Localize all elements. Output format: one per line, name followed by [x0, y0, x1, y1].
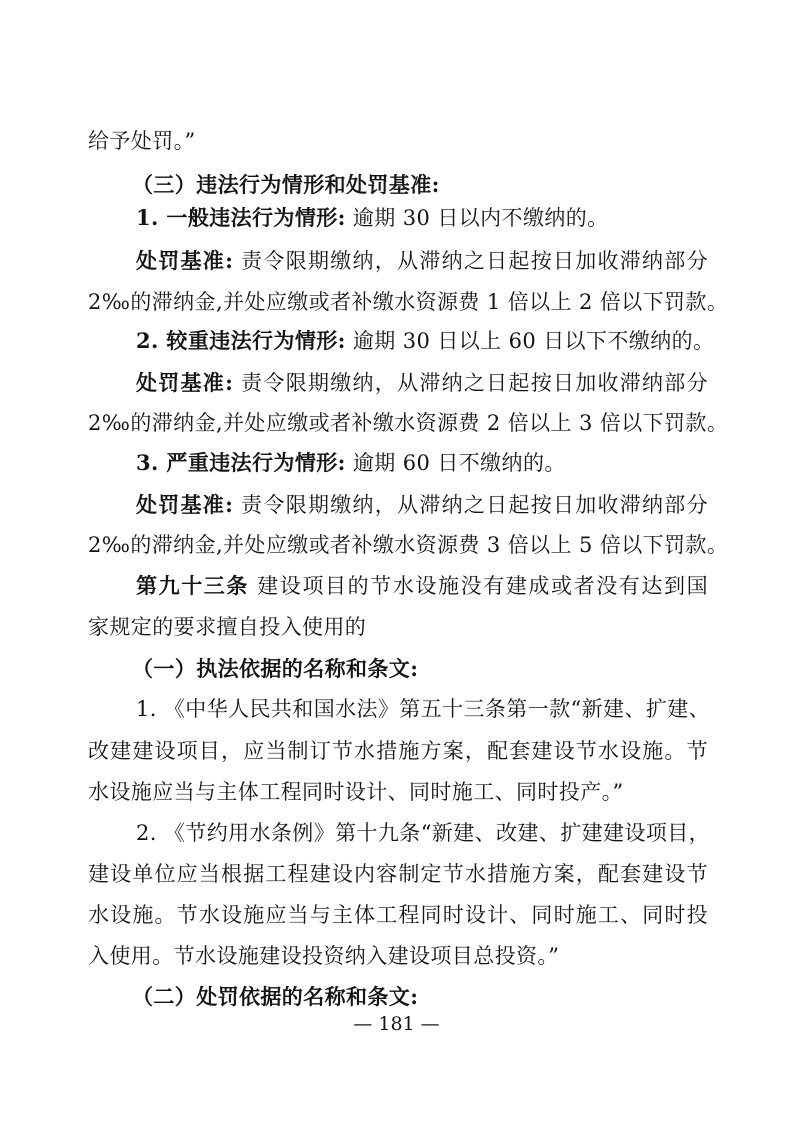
text-line: 入使用。节水设施建设投资纳入建设项目总投资。” [88, 944, 560, 968]
text-line [136, 450, 708, 476]
article-line [136, 573, 708, 599]
text-line: 给予处罚。” [88, 129, 196, 153]
text-line: 水设施应当与主体工程同时设计、同时施工、同时投产。” [88, 780, 624, 804]
text-line [136, 205, 708, 231]
item-label: 处罚基准: [136, 492, 234, 517]
item-text: 逾期 30 日以上 60 日以下不缴纳的。 [345, 329, 715, 353]
text-line: 2‰的滞纳金,并处应缴或者补缴水资源费 1 倍以上 2 倍以下罚款。 [88, 290, 729, 314]
page-number: — 181 — [353, 1013, 440, 1035]
text-line [136, 370, 708, 396]
text-line: 水设施。节水设施应当与主体工程同时设计、同时施工、同时投 [88, 903, 708, 927]
item-text: 责令限期缴纳，从滞纳之日起按日加收滞纳部分 [233, 249, 708, 273]
section-heading: （二）处罚依据的名称和条文: [132, 984, 419, 1009]
item-label: 2. 较重违法行为情形: [136, 328, 346, 353]
item-text: 责令限期缴纳，从滞纳之日起按日加收滞纳部分 [233, 493, 708, 517]
text-line: 2‰的滞纳金,并处应缴或者补缴水资源费 3 倍以上 5 倍以下罚款。 [88, 533, 729, 557]
item-text: 逾期 60 日不缴纳的。 [345, 451, 566, 475]
item-label: 1. 一般违法行为情形: [136, 205, 346, 230]
section-heading: （一）执法依据的名称和条文: [132, 656, 419, 681]
item-label: 处罚基准: [136, 370, 234, 395]
text-line: 家规定的要求擅自投入使用的 [88, 615, 367, 639]
text-line [136, 492, 708, 518]
item-label: 处罚基准: [136, 248, 234, 273]
item-text: 责令限期缴纳，从滞纳之日起按日加收滞纳部分 [233, 371, 708, 395]
text-line: 1. 《中华人民共和国水法》第五十三条第一款“新建、扩建、 [136, 697, 711, 721]
text-line [136, 328, 715, 354]
article-text: 建设项目的节水设施没有建成或者没有达到国 [248, 574, 708, 598]
text-line: 改建建设项目，应当制订节水措施方案，配套建设节水设施。节 [88, 739, 708, 763]
text-line: 2‰的滞纳金,并处应缴或者补缴水资源费 2 倍以上 3 倍以下罚款。 [88, 411, 729, 435]
article-label: 第九十三条 [136, 573, 249, 598]
text-line: 2. 《节约用水条例》第十九条“新建、改建、扩建建设项目， [136, 821, 711, 845]
item-label: 3. 严重违法行为情形: [136, 450, 346, 475]
text-line [136, 248, 708, 274]
item-text: 逾期 30 日以内不缴纳的。 [345, 206, 609, 230]
text-line: 建设单位应当根据工程建设内容制定节水措施方案，配套建设节 [88, 862, 708, 886]
section-heading: （三）违法行为情形和处罚基准: [132, 172, 440, 197]
